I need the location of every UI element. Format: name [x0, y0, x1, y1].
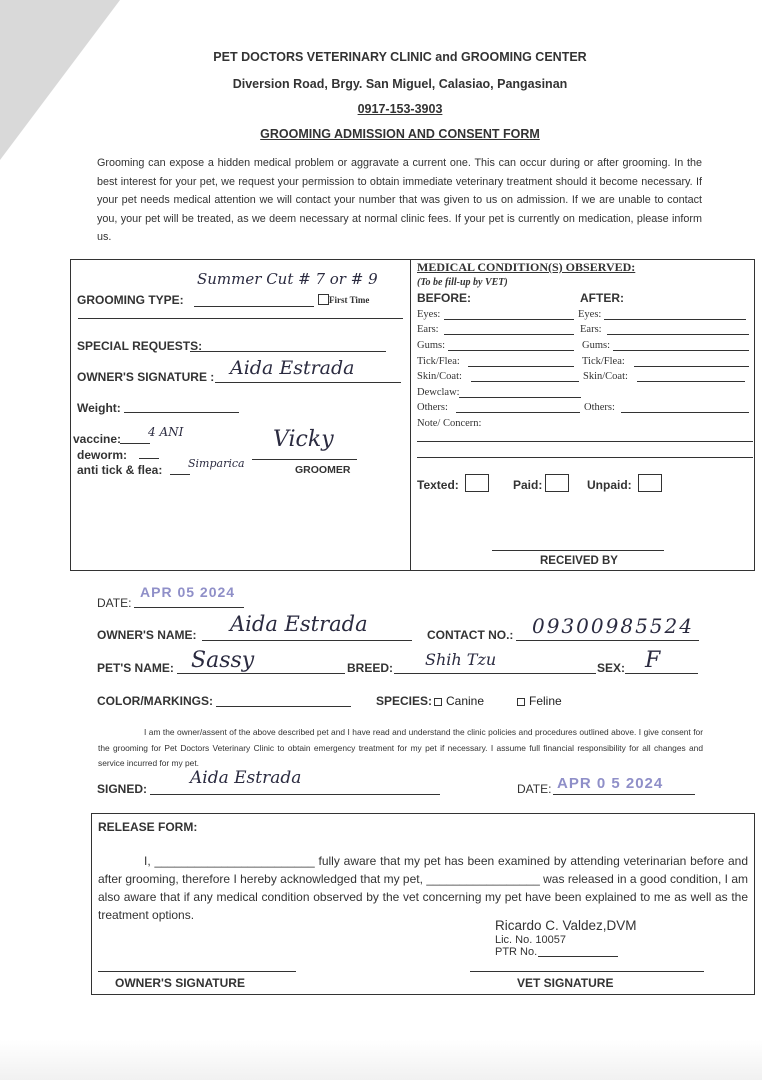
deworm-label: deworm: [77, 448, 128, 462]
first-time-checkbox[interactable] [318, 294, 329, 305]
contact-label: CONTACT NO.: [427, 628, 514, 642]
breed-label: BREED: [347, 661, 394, 675]
pet-name-value[interactable]: Sassy [191, 648, 255, 673]
breed-value[interactable]: Shih Tzu [425, 650, 497, 669]
note-label: Note/ Concern: [417, 418, 482, 429]
contact-line [516, 640, 699, 641]
release-pet-blank[interactable]: _________________ [426, 872, 540, 886]
signed-date-stamp[interactable]: APR 0 5 2024 [557, 775, 664, 792]
canine-checkbox[interactable] [434, 698, 442, 706]
ptr-line [538, 956, 618, 957]
grooming-type-line-2 [78, 318, 403, 319]
weight-line [124, 412, 239, 413]
texted-label: Texted: [417, 478, 459, 492]
special-requests-label: SPECIAL REQUESTS: [77, 339, 203, 353]
grooming-type-value[interactable]: Summer Cut # 7 or # 9 [197, 270, 378, 288]
after-ears-line[interactable] [607, 334, 749, 335]
vet-signature-label: VET SIGNATURE [517, 976, 614, 990]
signed-label: SIGNED: [97, 782, 148, 796]
before-eyes-line[interactable] [444, 319, 574, 320]
release-text [98, 852, 748, 924]
after-ears: Ears: [580, 324, 602, 335]
note-line-2[interactable] [417, 457, 753, 458]
vaccine-label: vaccine: [73, 432, 122, 446]
release-title: RELEASE FORM: [98, 820, 198, 834]
anti-tick-value[interactable]: Simparica [188, 457, 245, 470]
before-ears-line[interactable] [444, 334, 574, 335]
medical-subtitle: (To be fill-up by VET) [417, 277, 508, 288]
vaccine-value[interactable]: 4 ANI [148, 425, 184, 439]
sex-value[interactable]: F [645, 648, 661, 673]
before-ears: Ears: [417, 324, 439, 335]
after-tickflea: Tick/Flea: [582, 356, 625, 367]
owner-name-line [202, 640, 412, 641]
paid-checkbox[interactable] [545, 474, 569, 492]
before-label: BEFORE: [417, 291, 471, 305]
clinic-phone: 0917-153-3903 [357, 102, 443, 116]
sex-line [625, 673, 698, 674]
page-bottom-shadow [0, 1040, 762, 1080]
received-by-line[interactable] [492, 550, 664, 551]
vet-signature-line[interactable] [470, 971, 704, 972]
date-stamp[interactable]: APR 05 2024 [140, 584, 236, 600]
after-tickflea-line[interactable] [634, 366, 749, 367]
after-eyes: Eyes: [578, 309, 602, 320]
groomer-label: GROOMER [295, 464, 351, 476]
groomer-signature[interactable]: Vicky [273, 427, 334, 452]
vet-name: Ricardo C. Valdez,DVM [495, 918, 637, 933]
owner-name-label: OWNER'S NAME: [97, 628, 197, 642]
after-eyes-line[interactable] [604, 319, 746, 320]
unpaid-checkbox[interactable] [638, 474, 662, 492]
sex-label: SEX: [597, 661, 626, 675]
after-others: Others: [584, 402, 615, 413]
owner-signature-value[interactable]: Aida Estrada [230, 357, 355, 379]
after-gums: Gums: [582, 340, 611, 351]
received-by-label: RECEIVED BY [540, 555, 618, 567]
vet-ptr-no: PTR No. [495, 946, 538, 958]
before-tickflea: Tick/Flea: [417, 356, 460, 367]
after-others-line[interactable] [621, 412, 749, 413]
contact-value[interactable]: 09300985524 [532, 614, 694, 638]
weight-label: Weight: [77, 401, 121, 415]
owner-signature-label: OWNER'S SIGNATURE : [77, 370, 215, 384]
date-line [134, 607, 244, 608]
before-skincoat: Skin/Coat: [417, 371, 462, 382]
form-title: GROOMING ADMISSION AND CONSENT FORM [260, 127, 540, 141]
vet-lic-no: Lic. No. 10057 [495, 934, 566, 946]
species-label: SPECIES: [376, 694, 433, 708]
date-label: DATE: [97, 596, 132, 610]
signed-date-line [553, 794, 695, 795]
before-gums-line[interactable] [448, 350, 574, 351]
color-label: COLOR/MARKINGS: [97, 694, 213, 708]
before-others-line[interactable] [456, 412, 580, 413]
paid-label: Paid: [513, 478, 543, 492]
signed-value[interactable]: Aida Estrada [190, 768, 302, 788]
grooming-type-line [194, 306, 314, 307]
groomer-line [252, 459, 357, 460]
texted-checkbox[interactable] [465, 474, 489, 492]
release-text-1: I, [144, 854, 155, 868]
before-gums: Gums: [417, 340, 446, 351]
pet-name-line [177, 673, 345, 674]
table-divider [410, 259, 411, 570]
clinic-name: PET DOCTORS VETERINARY CLINIC and GROOMING CENTER [213, 50, 587, 64]
release-text-3: was released in a good condition, I am also aware that if any medical condition observed by the vet concerning my pet have been explained to me as well as the treatment options. [98, 872, 749, 922]
release-owner-blank[interactable]: ________________________ [154, 854, 315, 868]
before-dewclaw-line[interactable] [459, 397, 581, 398]
before-dewclaw: Dewclaw: [417, 387, 460, 398]
before-eyes: Eyes: [417, 309, 441, 320]
intro-paragraph: Grooming can expose a hidden medical problem or aggravate a current one. This can occur during or after grooming. In the best interest for your pet, we request your permission to obtain immediate veterinary treatment should it become necessary. If your pet needs medical attention we will contact your number that was given to us on admission. If we are unable to contact you, your pet will be treated, as we deem necessary at normal clinic fees. If your pet is currently on medication, please inform us. [97, 157, 702, 243]
feline-label: Feline [529, 694, 562, 708]
after-label: AFTER: [580, 291, 624, 305]
medical-title: MEDICAL CONDITION(S) OBSERVED: [417, 260, 636, 274]
owner-signature-release-line[interactable] [98, 971, 296, 972]
deworm-line [139, 458, 159, 459]
canine-label: Canine [446, 694, 485, 708]
special-requests-line [190, 351, 386, 352]
grooming-type-label: GROOMING TYPE: [77, 293, 184, 307]
owner-signature-release-label: OWNER'S SIGNATURE [115, 976, 245, 990]
signed-line [150, 794, 440, 795]
note-line-1[interactable] [417, 441, 753, 442]
clinic-address: Diversion Road, Brgy. San Miguel, Calasiao, Pangasinan [232, 77, 568, 91]
consent-text: I am the owner/assent of the above described pet and I have read and understand the clinic policies and procedures outlined above. I give consent for the grooming for Pet Doctors Veterinary Clinic to obtain emergency treatment for my pet if necessary. I assume full financial responsibility for all changes and service incurred for my pet. [98, 727, 703, 768]
color-line [216, 706, 351, 707]
before-skincoat-line[interactable] [471, 381, 579, 382]
owner-name-value[interactable]: Aida Estrada [230, 612, 368, 636]
before-tickflea-line[interactable] [468, 366, 574, 367]
owner-signature-line [215, 382, 401, 383]
after-skincoat: Skin/Coat: [583, 371, 628, 382]
after-skincoat-line[interactable] [637, 381, 745, 382]
after-gums-line[interactable] [613, 350, 749, 351]
first-time-label: First Time [329, 295, 370, 305]
anti-tick-line [170, 474, 190, 475]
breed-line [394, 673, 596, 674]
release-text-2: fully aware that my pet has been examined by attending veterinarian before and after grooming, therefore I hereby acknowledged that my pet, [98, 854, 748, 886]
before-others: Others: [417, 402, 448, 413]
pet-name-label: PET'S NAME: [97, 661, 174, 675]
unpaid-label: Unpaid: [587, 478, 632, 492]
vaccine-line [120, 443, 150, 444]
feline-checkbox[interactable] [517, 698, 525, 706]
signed-date-label: DATE: [517, 782, 552, 796]
anti-tick-label: anti tick & flea: [77, 463, 163, 477]
